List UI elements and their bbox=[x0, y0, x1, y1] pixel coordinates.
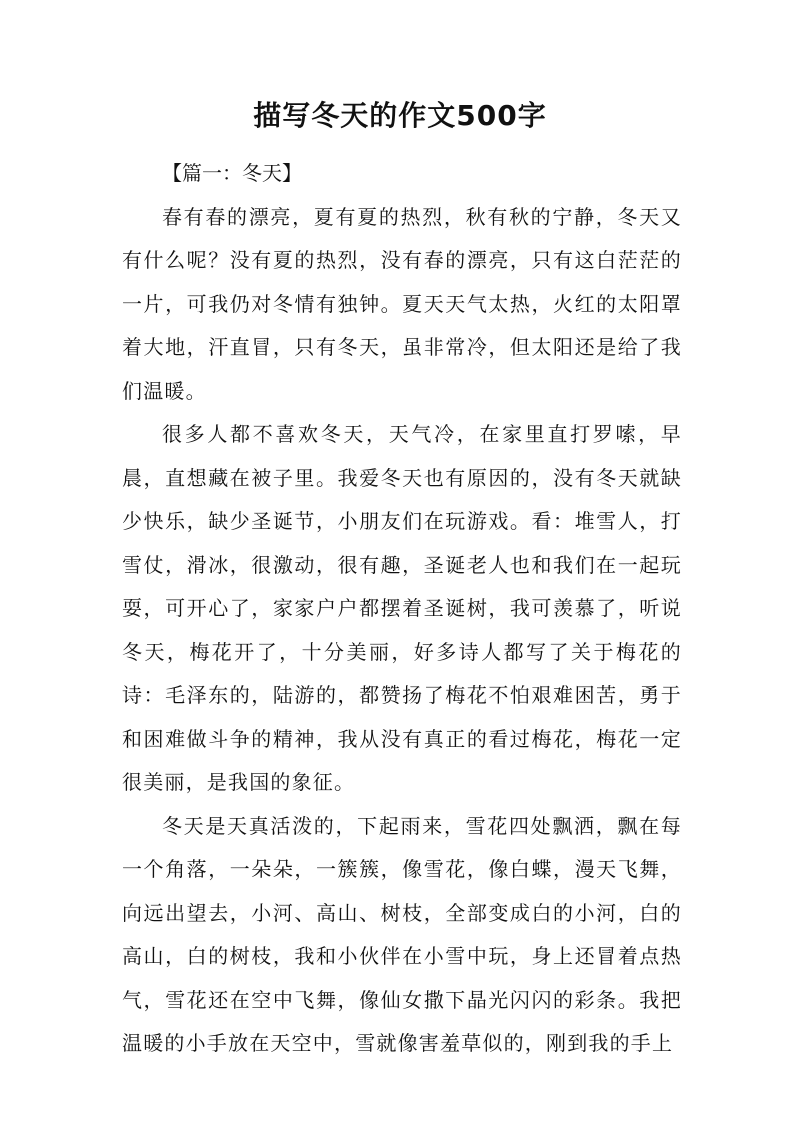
paragraph: 春有春的漂亮，夏有夏的热烈，秋有秋的宁静，冬天又有什么呢？没有夏的热烈，没有春的漂亮，只有这白茫茫的一片，可我仍对冬情有独钟。夏天天气太热，火红的太阳罩着大地，汗直冒，只有冬天，虽非常冷，但太阳还是给了我们温暖。 bbox=[122, 204, 682, 403]
document-title: 描写冬天的作文500字 bbox=[253, 99, 547, 132]
paragraph: 很多人都不喜欢冬天，天气冷，在家里直打罗嗦，早晨，直想藏在被子里。我爱冬天也有原因的，没有冬天就缺少快乐，缺少圣诞节，小朋友们在玩游戏。看：堆雪人，打雪仗，滑冰，很激动，很有趣，圣诞老人也和我们在一起玩耍，可开心了，家家户户都摆着圣诞树，我可羡慕了，听说冬天，梅花开了，十分美丽，好多诗人都写了关于梅花的诗：毛泽东的，陆游的，都赞扬了梅花不怕艰难困苦，勇于和困难做斗争的精神，我从没有真正的看过梅花，梅花一定很美丽，是我国的象征。 bbox=[122, 422, 682, 794]
document-body bbox=[122, 152, 682, 1066]
paragraph: 冬天是天真活泼的，下起雨来，雪花四处飘洒，飘在每一个角落，一朵朵，一簇簇，像雪花，像白蝶，漫天飞舞，向远出望去，小河、高山、树枝，全部变成白的小河，白的高山，白的树枝，我和小伙伴在小雪中玩，身上还冒着点热气，雪花还在空中飞舞，像仙女撒下晶光闪闪的彩条。我把温暖的小手放在天空中，雪就像害羞草似的，刚到我的手上 bbox=[122, 813, 682, 1055]
section-heading: 【篇一：冬天】 bbox=[162, 161, 302, 185]
